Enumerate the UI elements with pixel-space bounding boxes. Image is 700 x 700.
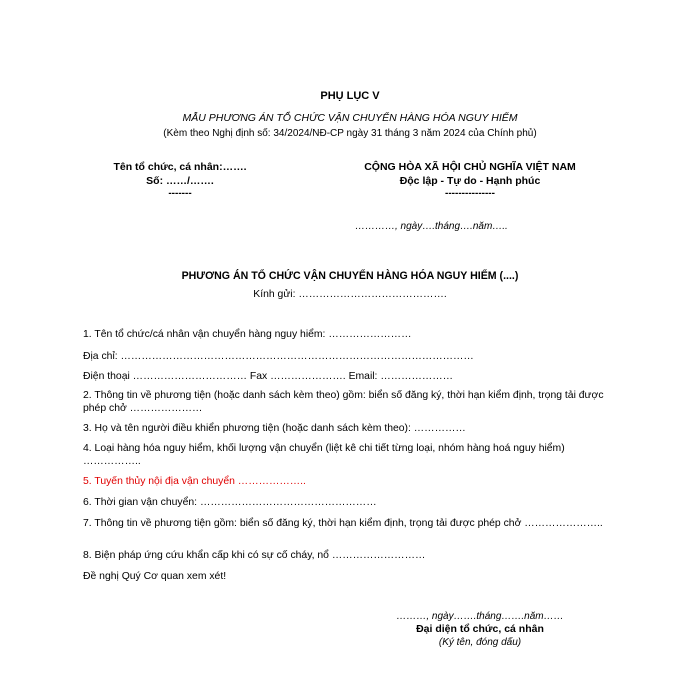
left-divider: ------- <box>168 188 192 199</box>
item-organization: 1. Tên tổ chức/cá nhân vận chuyển hàng nguy hiểm: …………………… <box>83 329 412 340</box>
template-title: MẪU PHƯƠNG ÁN TỔ CHỨC VẬN CHUYỂN HÀNG HÓA NGUY HIỂM <box>182 112 518 124</box>
item-address: Địa chỉ: ………………………………………………………………………………………… <box>83 351 474 362</box>
addressee-line: Kính gửi: ……………………………………. <box>253 289 447 300</box>
request-line: Đề nghị Quý Cơ quan xem xét! <box>83 571 227 582</box>
national-name: CỘNG HÒA XÃ HỘI CHỦ NGHĨA VIỆT NAM <box>364 161 576 173</box>
plan-title: PHƯƠNG ÁN TỔ CHỨC VẬN CHUYỂN HÀNG HÓA NGUY HIỂM (....) <box>181 270 519 282</box>
signature-note: (Ký tên, đóng dấu) <box>438 637 522 648</box>
national-motto: Độc lập - Tự do - Hạnh phúc <box>399 175 541 187</box>
right-divider: --------------- <box>445 188 495 199</box>
organization-name: Tên tổ chức, cá nhân:……. <box>113 161 247 173</box>
document-number: Số: ……/……. <box>146 175 214 187</box>
item-vehicle-info: 2. Thông tin về phương tiện (hoặc danh sách kèm theo) gồm: biển số đăng ký, thời hạn kiểm định, trọng tải được phép chở ………………… <box>83 390 604 414</box>
item-goods-type: 4. Loại hàng hóa nguy hiểm, khối lượng vận chuyển (liệt kê chi tiết từng loại, nhóm hàng hoá nguy hiểm) …………….. <box>83 443 565 467</box>
item-transport-time: 6. Thời gian vận chuyển: …………………………………………… <box>83 497 377 508</box>
signature-date: ………, ngày…….tháng…….năm…… <box>396 611 564 622</box>
item-driver: 3. Họ và tên người điều khiển phương tiện (hoặc danh sách kèm theo): …………… <box>83 423 466 434</box>
item-emergency-measures: 8. Biện pháp ứng cứu khẩn cấp khi có sự cố cháy, nổ ……………………… <box>83 550 426 561</box>
signature-title: Đại diện tổ chức, cá nhân <box>416 623 544 635</box>
item-inland-route: 5. Tuyến thủy nội địa vận chuyển ……………….. <box>83 476 306 487</box>
decree-reference: (Kèm theo Nghị định số: 34/2024/NĐ-CP ngày 31 tháng 3 năm 2024 của Chính phủ) <box>163 128 537 139</box>
appendix-title: PHỤ LỤC V <box>320 90 380 102</box>
item-contact: Điện thoại …………………………… Fax …………………. Email: ………………… <box>83 371 454 382</box>
item-vehicle-details: 7. Thông tin về phương tiện gồm: biển số đăng ký, thời hạn kiểm định, trọng tải được phép chở ………………….. <box>83 518 603 529</box>
place-date: …………, ngày….tháng….năm….. <box>355 221 508 232</box>
